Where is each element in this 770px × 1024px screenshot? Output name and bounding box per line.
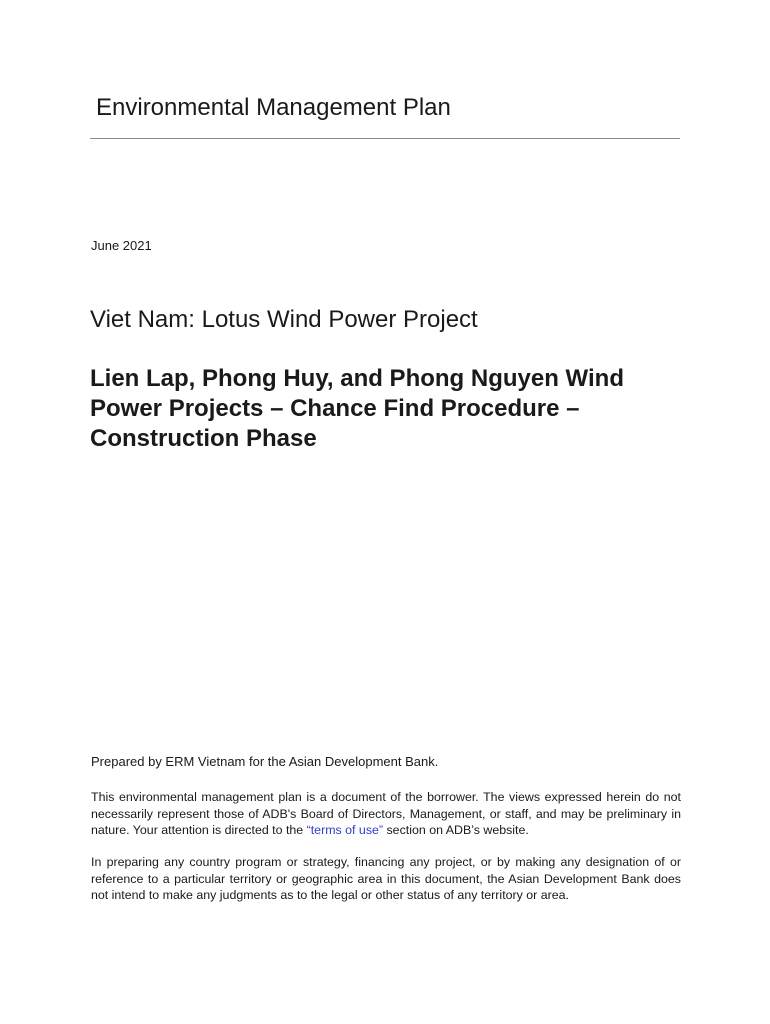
document-subtitle — [90, 364, 680, 454]
disclaimer-text: This environmental management plan is a document of the borrower. The views expressed herein do not necessarily represent those of ADB's Board of Directors, Management, or staff, and may be preliminary in nature. Your attention is directed to the — [91, 790, 681, 837]
document-type-heading: Environmental Management Plan — [96, 94, 451, 121]
borrower-disclaimer — [91, 789, 681, 839]
prepared-by-statement: Prepared by ERM Vietnam for the Asian Development Bank. — [91, 754, 439, 769]
publication-date: June 2021 — [91, 238, 152, 253]
disclaimer-text: section on ADB’s website. — [383, 823, 529, 837]
subtitle-line: Lien Lap, Phong Huy, and Phong Nguyen Wind — [90, 365, 624, 392]
heading-divider — [90, 138, 680, 139]
territory-disclaimer: In preparing any country program or strategy, financing any project, or by making any designation of or reference to a particular territory or geographic area in this document, the Asian Development Bank does not intend to make any judgments as to the legal or other status of any territory or area. — [91, 855, 681, 902]
terms-of-use-link[interactable]: “terms of use” — [306, 823, 384, 837]
subtitle-line: Power Projects – Chance Find Procedure – — [90, 395, 580, 422]
subtitle-line: Construction Phase — [90, 425, 317, 452]
project-title: Viet Nam: Lotus Wind Power Project — [90, 306, 478, 333]
